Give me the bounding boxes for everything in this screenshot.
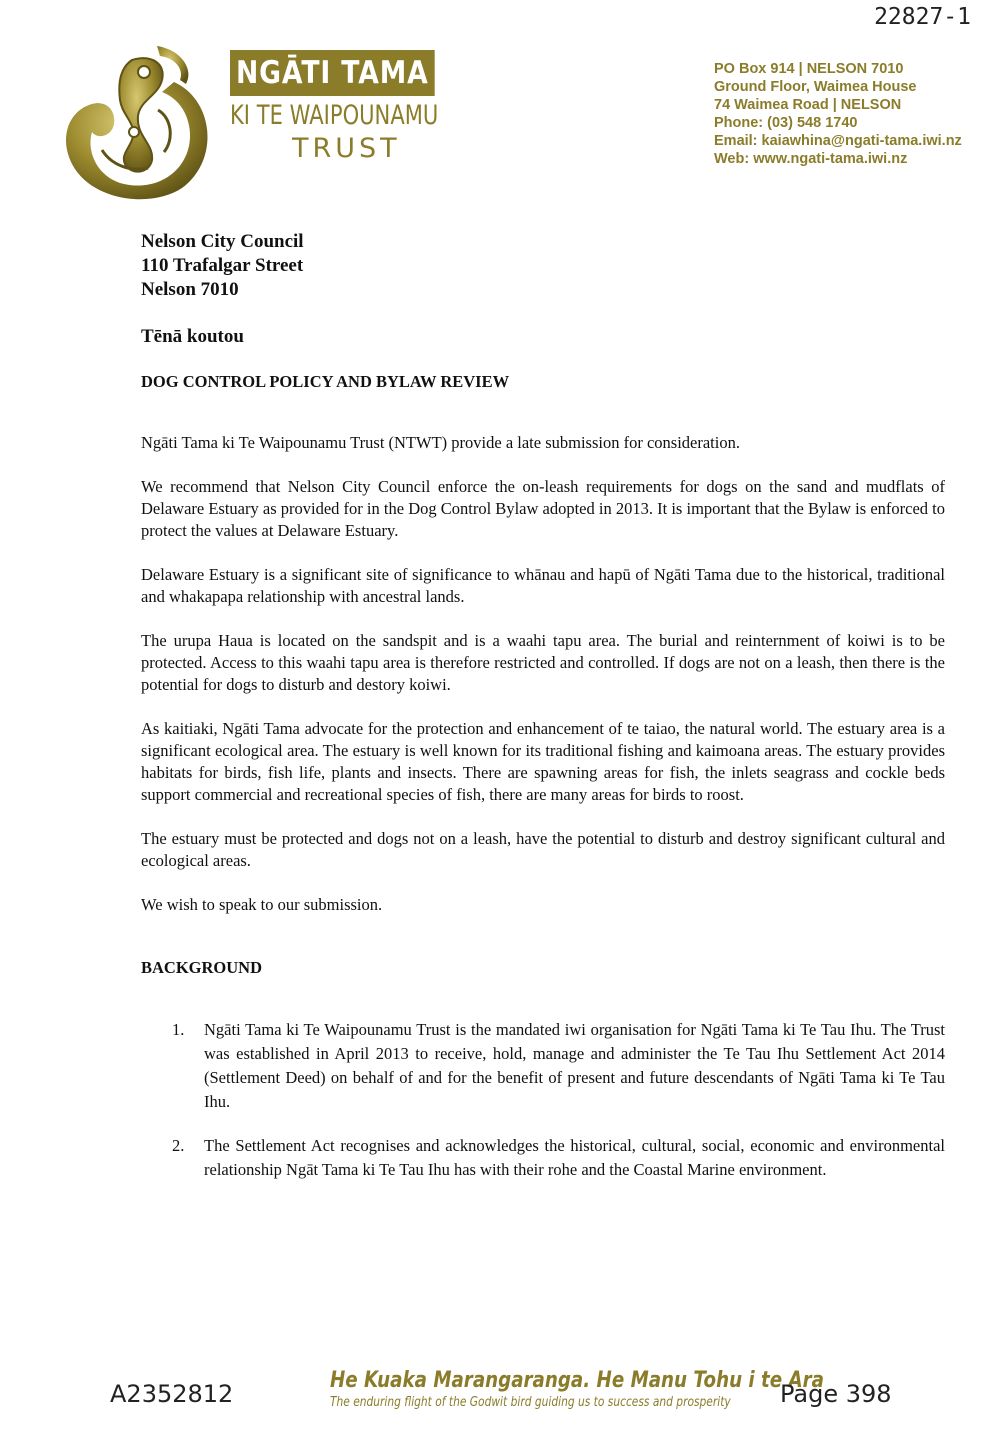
org-name-line3: TRUST [292,133,401,164]
paragraph: The estuary must be protected and dogs not on a leash, have the potential to disturb and destroy significant cultural and ecological areas. [141,829,945,870]
contact-details [714,60,962,168]
list-number: 2. [172,1136,185,1155]
letter-body [141,230,945,1202]
recipient-line: Nelson City Council [141,231,304,252]
background-heading: BACKGROUND [141,958,263,977]
paragraph: Ngāti Tama ki Te Waipounamu Trust (NTWT) provide a late submission for consideration. [141,433,740,452]
contact-street: 74 Waimea Road | NELSON [714,97,902,113]
list-text: Ngāti Tama ki Te Waipounamu Trust is the mandated iwi organisation for Ngāti Tama ki Te Tau Ihu. The Trust was established in April 2013 to receive, hold, manage and administer the Te Tau Ihu Settlement Act 2014 (Settlement Deed) on behalf of and for the benefit of present and future descendants of Ngāti Tama ki Te Tau Ihu. [204,1020,945,1111]
contact-web[interactable]: Web: www.ngati-tama.iwi.nz [714,151,908,167]
hei-matau-icon [62,40,222,202]
paragraph: As kaitiaki, Ngāti Tama advocate for the protection and enhancement of te taiao, the natural world. The estuary area is a significant ecological area. The estuary is well known for its traditional fishing and kaimoana areas. The estuary provides habitats for birds, fish life, plants and insects. There are spawning areas for fish, the inlets seagrass and cockle beds support commercial and recreational species of fish, there are many areas for birds to roost. [141,719,945,804]
paragraph: We recommend that Nelson City Council enforce the on-leash requirements for dogs on the sand and mudflats of Delaware Estuary as provided for in the Dog Control Bylaw adopted in 2013. It is important that the Bylaw is enforced to protect the values at Delaware Estuary. [141,477,945,540]
footer-reference: A2352812 [110,1380,234,1408]
motto-text: He Kuaka Marangaranga. He Manu Tohu i te Ara [330,1368,824,1393]
paragraph: We wish to speak to our submission. [141,895,383,914]
recipient-line: 110 Trafalgar Street [141,255,304,276]
document-id: 22827-1 [874,4,971,30]
paragraph: The urupa Haua is located on the sandspit and is a waahi tapu area. The burial and reinternment of koiwi is to be protected. Access to this waahi tapu area is therefore restricted and controlled. If dogs are not on a leash, then there is the potential for dogs to disturb and destory koiwi. [141,631,945,694]
contact-phone: Phone: (03) 548 1740 [714,115,858,131]
contact-email[interactable]: Email: kaiawhina@ngati-tama.iwi.nz [714,133,962,149]
page-number: Page 398 [780,1380,892,1408]
greeting: Tēnā koutou [141,326,244,347]
contact-po-box: PO Box 914 | NELSON 7010 [714,61,904,77]
background-list [141,1018,945,1182]
recipient-line: Nelson 7010 [141,279,239,300]
paragraph: Delaware Estuary is a significant site of significance to whānau and hapū of Ngāti Tama due to the historical, traditional and whakapapa relationship with ancestral lands. [141,565,945,606]
list-number: 1. [172,1020,185,1039]
subject-heading: DOG CONTROL POLICY AND BYLAW REVIEW [141,372,510,391]
org-name-line2: KI TE WAIPOUNAMU [230,100,439,131]
list-text: The Settlement Act recognises and acknowledges the historical, cultural, social, economic and environmental relationship Ngāt Tama ki Te Tau Ihu has with their rohe and the Coastal Marine environment. [204,1136,945,1179]
footer-motto [330,1368,824,1410]
recipient-address [141,230,945,302]
list-item [141,1134,945,1182]
org-name-line1: NGĀTI TAMA [230,50,435,96]
contact-building: Ground Floor, Waimea House [714,79,917,95]
org-logo-text [230,50,439,164]
list-item [141,1018,945,1114]
motto-translation: The enduring flight of the Godwit bird guiding us to success and prosperity [330,1395,731,1410]
